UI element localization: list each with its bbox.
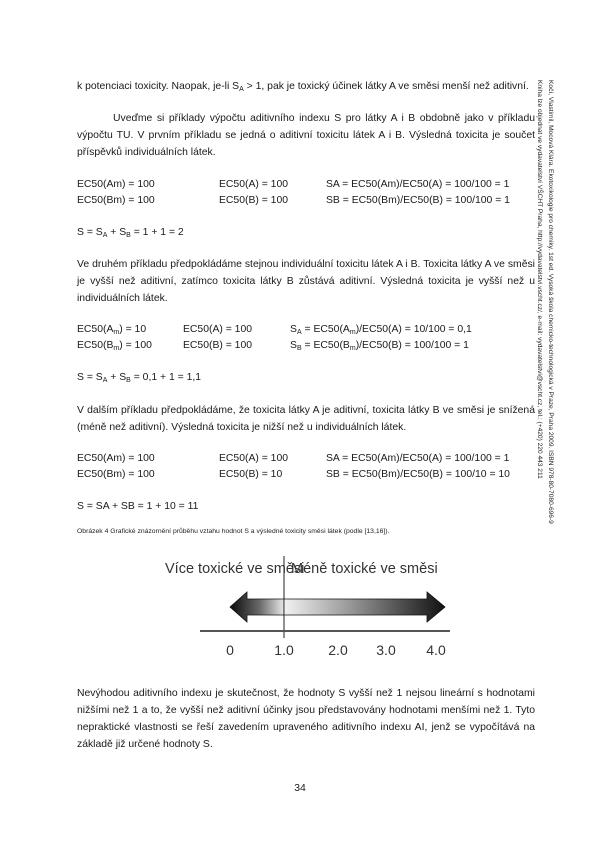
ex2-r2c1: $EC50(B_m) = 100$	[77, 340, 152, 352]
paragraph-3: Ve druhém příkladu předpokládáme stejnou individuální toxicitu látek A i B. Toxicita látky A ve směsi je vyšší než aditivní, zatímco toxicita látky B zůstává aditivní. Výsledná toxicita je vyšší než u individuálních látek.	[77, 259, 535, 304]
paragraph-2: Uveďme si příklady výpočtu aditivního indexu S pro látky A i B obdobně jako v příkladu výpočtu TU. V prvním příkladu se jedná o aditivní toxicitu látek A i B. Výsledná toxicita je součet příspěvků individuálních látek.	[77, 113, 535, 158]
ex1-r2c2: EC50(B) = 100	[219, 195, 289, 206]
ex1-r1c2: EC50(A) = 100	[219, 179, 289, 190]
ex3-r2c1: EC50(Bm) = 100	[77, 469, 155, 480]
paragraph-1: k potenciaci toxicity. Naopak, je-li $S_A > 1$, pak je toxický účinek látky A ve směsi menší než aditivní.	[77, 81, 529, 93]
right-label: Méně toxické ve směsi	[291, 561, 438, 577]
ex3-r1c1: EC50(Am) = 100	[77, 453, 155, 464]
tick-3: 3.0	[376, 642, 396, 658]
side-citation	[534, 80, 556, 580]
ex3-r2c3: SB = EC50(Bm)/EC50(B) = 100/10 = 10	[326, 469, 510, 480]
side-citation-line-1: Kočí, Vlastimil, Mocová Klára. Ekotoxikologie pro chemiky. 1st ed. Vysoká škola chemicko-technologická v Praze, Praha 2009. ISBN 978-80-7080-696-9	[547, 80, 554, 524]
ex2-r1c1: $EC50(A_m) = 10$	[77, 324, 147, 336]
page-number: 34	[294, 783, 306, 794]
ex3-r1c2: EC50(A) = 100	[219, 453, 289, 464]
ex2-r2c2: EC50(B) = 100	[183, 340, 253, 351]
right-arrow	[284, 592, 445, 622]
ex3-r1c3: SA = EC50(Am)/EC50(A) = 100/100 = 1	[326, 453, 510, 464]
ex2-r1c2: EC50(A) = 100	[183, 324, 253, 335]
ex1-sum: $S = S_A + S_B = 1 + 1 = 2$	[77, 227, 184, 239]
tick-2: 2.0	[328, 642, 348, 658]
ex2-r1c3: $S_A = EC50(A_m)/EC50(A) = 10/100 = 0,1$	[290, 324, 472, 336]
ex1-r2c1: EC50(Bm) = 100	[77, 195, 155, 206]
left-arrow	[230, 592, 284, 622]
tick-0: 0	[226, 642, 234, 658]
tick-4: 4.0	[426, 642, 446, 658]
ex1-r1c1: EC50(Am) = 100	[77, 179, 155, 190]
paragraph-5: Nevýhodou aditivního indexu je skutečnost, že hodnoty S vyšší než 1 nejsou lineární s hodnotami nižšími než 1 a to, že vyšší než aditivní účinky jsou představovány hodnotami menšími než 1. Tyto nepraktické vlastnosti se řeší zavedením upraveného aditivního indexu AI, jenž se vypočítává na základě již určené hodnoty S.	[77, 688, 535, 750]
ex2-sum: $S = S_A + S_B = 0,1 + 1 = 1,1$	[77, 372, 202, 384]
left-label: Více toxické ve směsi	[165, 561, 305, 577]
figure-4-svg	[160, 553, 470, 673]
side-citation-line-2: Kniha lze objednat ve vydavatelství VŠCHT Praha, http://vydavatelstvi.vscht.cz/, e-mail: vydavatelstvi@vscht.cz, tel.: (+420) 220 443 211	[536, 80, 543, 479]
ex3-r2c2: EC50(B) = 10	[219, 469, 283, 480]
figure-4	[160, 553, 470, 673]
tick-1: 1.0	[274, 642, 294, 658]
ex1-r2c3: SB = EC50(Bm)/EC50(B) = 100/100 = 1	[326, 195, 510, 206]
paragraph-4: V dalším příkladu předpokládáme, že toxicita látky A je aditivní, toxicita látky B ve směsi je snížená (méně než aditivní). Výsledná toxicita je nižší než u individuálních látek.	[77, 405, 535, 433]
ex1-r1c3: SA = EC50(Am)/EC50(A) = 100/100 = 1	[326, 179, 510, 190]
figure-caption: Obrázek 4 Grafické znázornění průběhu vztahu hodnot S a výsledné toxicity směsi látek (podle [13,16]).	[77, 528, 390, 535]
ex2-r2c3: $S_B = EC50(B_m)/EC50(B) = 100/100 = 1$	[290, 340, 469, 352]
ex3-sum: S = SA + SB = 1 + 10 = 11	[77, 501, 199, 512]
